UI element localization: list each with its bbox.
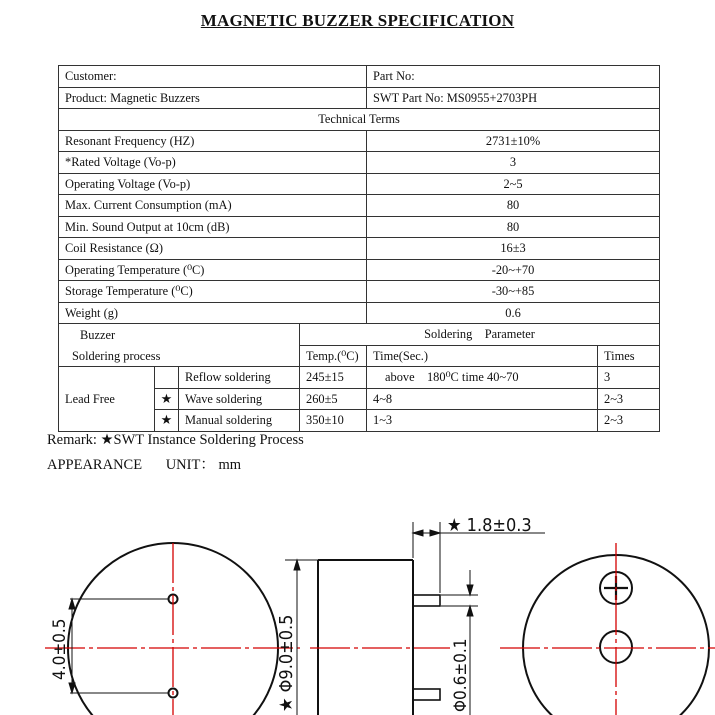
spec-value: 2~5 bbox=[367, 173, 660, 195]
swt-part-no: SWT Part No: MS0955+2703PH bbox=[367, 87, 660, 109]
soldering-method: Reflow soldering bbox=[179, 367, 300, 389]
document-title: MAGNETIC BUZZER SPECIFICATION bbox=[200, 11, 515, 30]
spec-value: 0.6 bbox=[367, 302, 660, 324]
unit-label: UNIT： mm bbox=[165, 457, 242, 473]
lead-free-label: Lead Free bbox=[59, 367, 155, 432]
times-column-header: Times bbox=[598, 345, 660, 367]
spec-value: 3 bbox=[367, 152, 660, 174]
remark-text: Remark: ★SWT Instance Soldering Process bbox=[47, 432, 304, 448]
spec-label: Storage Temperature (⁰C) bbox=[59, 281, 367, 303]
soldering-method: Manual soldering bbox=[179, 410, 300, 432]
spec-value: 80 bbox=[367, 216, 660, 238]
spec-value: 16±3 bbox=[367, 238, 660, 260]
spec-value: -20~+70 bbox=[367, 259, 660, 281]
temp-column-header: Temp.(⁰C) bbox=[300, 345, 367, 367]
spec-value: 80 bbox=[367, 195, 660, 217]
product-label: Product: Magnetic Buzzers bbox=[59, 87, 367, 109]
lead-length-label: ★ 1.8±0.3 bbox=[447, 515, 532, 536]
appearance-label: APPEARANCE bbox=[47, 457, 143, 473]
buzzer-label: Buzzer bbox=[59, 324, 300, 346]
part-no-label: Part No: bbox=[367, 66, 660, 88]
spec-value: -30~+85 bbox=[367, 281, 660, 303]
spec-label: Resonant Frequency (HZ) bbox=[59, 130, 367, 152]
spec-label: Min. Sound Output at 10cm (dB) bbox=[59, 216, 367, 238]
spec-label: Coil Resistance (Ω) bbox=[59, 238, 367, 260]
spec-label: Operating Voltage (Vo-p) bbox=[59, 173, 367, 195]
soldering-times: 3 bbox=[598, 367, 660, 389]
customer-label: Customer: bbox=[59, 66, 367, 88]
spec-value: 2731±10% bbox=[367, 130, 660, 152]
pin-spacing-dimension bbox=[69, 599, 168, 693]
soldering-temp: 260±5 bbox=[300, 388, 367, 410]
spec-label: Operating Temperature (⁰C) bbox=[59, 259, 367, 281]
diameter-label: ★ Φ9.0±0.5 bbox=[276, 614, 297, 712]
soldering-times: 2~3 bbox=[598, 388, 660, 410]
soldering-method: Wave soldering bbox=[179, 388, 300, 410]
spec-label: Weight (g) bbox=[59, 302, 367, 324]
soldering-time: 1~3 bbox=[367, 410, 598, 432]
soldering-time: above 180⁰C time 40~70 bbox=[367, 367, 598, 389]
spec-label: *Rated Voltage (Vo-p) bbox=[59, 152, 367, 174]
technical-terms-header: Technical Terms bbox=[59, 109, 660, 131]
star-mark: ★ bbox=[155, 388, 179, 410]
soldering-parameter-label: Soldering Parameter bbox=[300, 324, 660, 346]
lead-dia-label: Φ0.6±0.1 bbox=[451, 638, 471, 712]
time-column-header: Time(Sec.) bbox=[367, 345, 598, 367]
soldering-times: 2~3 bbox=[598, 410, 660, 432]
pin-spacing-label: 4.0±0.5 bbox=[50, 618, 70, 680]
spec-label: Max. Current Consumption (mA) bbox=[59, 195, 367, 217]
soldering-process-label: Soldering process bbox=[59, 345, 300, 367]
soldering-time: 4~8 bbox=[367, 388, 598, 410]
star-mark: ★ bbox=[155, 410, 179, 432]
side-view bbox=[318, 560, 440, 715]
lead-upper bbox=[413, 595, 440, 606]
lead-lower bbox=[413, 689, 440, 700]
soldering-temp: 350±10 bbox=[300, 410, 367, 432]
soldering-temp: 245±15 bbox=[300, 367, 367, 389]
